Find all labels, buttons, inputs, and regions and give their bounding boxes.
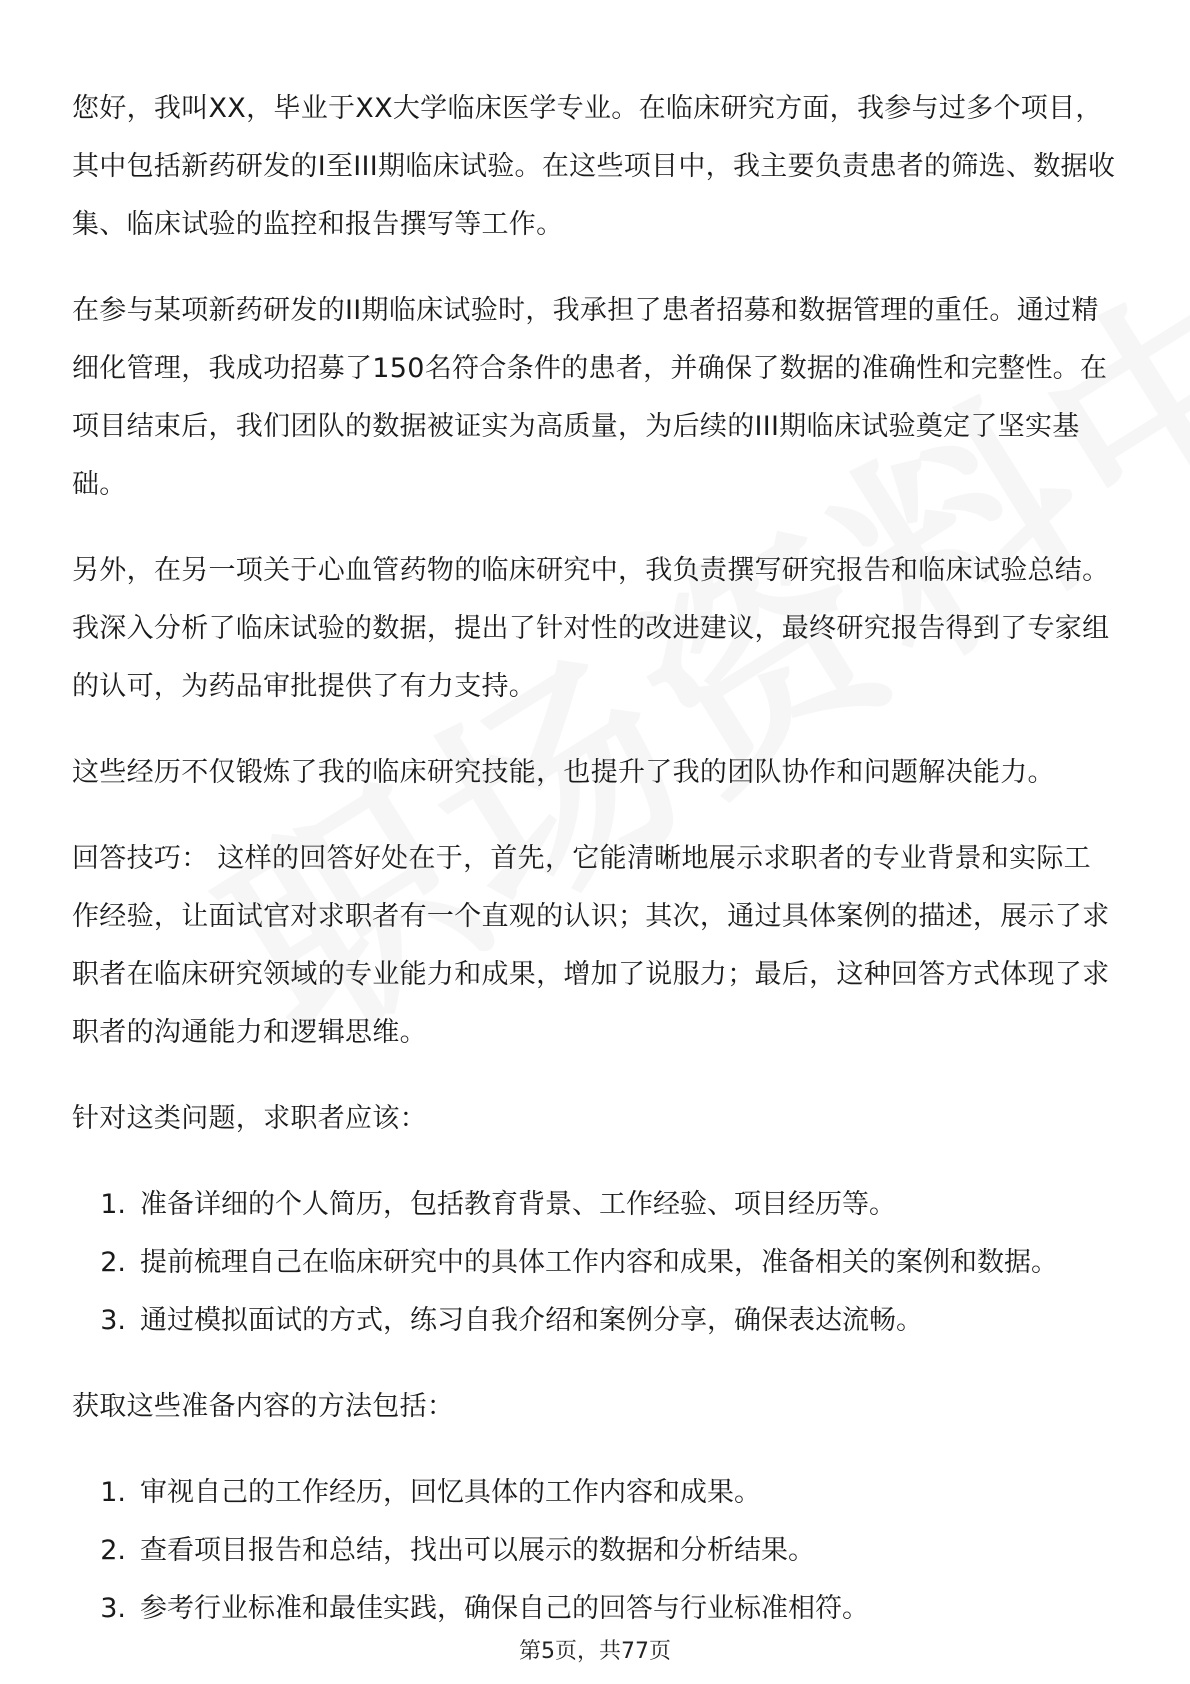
list-item [72,1292,1118,1350]
paragraph-cardio: 另外，在另一项关于心血管药物的临床研究中，我负责撰写研究报告和临床试验总结。我深入分析了临床试验的数据，提出了针对性的改进建议，最终研究报告得到了专家组的认可，为药品审批提供了有力支持。 [72,555,1110,702]
list-number: 3. [100,1305,126,1336]
paragraph-phase-ii: 在参与某项新药研发的II期临床试验时，我承担了患者招募和数据管理的重任。通过精细化管理，我成功招募了150名符合条件的患者，并确保了数据的准确性和完整性。在项目结束后，我们团队的数据被证实为高质量，为后续的III期临床试验奠定了坚实基础。 [72,295,1108,500]
list-text: 通过模拟面试的方式，练习自我介绍和案例分享，确保表达流畅。 [140,1305,923,1336]
list-number: 1. [100,1477,126,1508]
list-item [72,1580,1118,1638]
methods-list [72,1464,1118,1638]
paragraph-should-do: 针对这类问题，求职者应该： [72,1103,427,1134]
paragraph-answer-tips: 回答技巧： 这样的回答好处在于，首先，它能清晰地展示求职者的专业背景和实际工作经验，让面试官对求职者有一个直观的认识；其次，通过具体案例的描述，展示了求职者在临床研究领域的专业能力和成果，增加了说服力；最后，这种回答方式体现了求职者的沟通能力和逻辑思维。 [72,843,1110,1048]
prep-list [72,1176,1118,1350]
list-text: 准备详细的个人简历，包括教育背景、工作经验、项目经历等。 [140,1189,896,1220]
list-text: 提前梳理自己在临床研究中的具体工作内容和成果，准备相关的案例和数据。 [140,1247,1058,1278]
list-text: 查看项目报告和总结，找出可以展示的数据和分析结果。 [140,1535,815,1566]
list-text: 审视自己的工作经历，回忆具体的工作内容和成果。 [140,1477,761,1508]
list-item [72,1234,1118,1292]
page-number-footer: 第5页，共77页 [519,1639,671,1664]
list-number: 1. [100,1189,126,1220]
list-number: 3. [100,1593,126,1624]
list-number: 2. [100,1247,126,1278]
list-item [72,1176,1118,1234]
list-item [72,1522,1118,1580]
list-text: 参考行业标准和最佳实践，确保自己的回答与行业标准相符。 [140,1593,869,1624]
paragraph-methods: 获取这些准备内容的方法包括： [72,1391,455,1422]
document-body [72,80,1118,1666]
paragraph-intro: 您好，我叫XX，毕业于XX大学临床医学专业。在临床研究方面，我参与过多个项目，其中包括新药研发的I至III期临床试验。在这些项目中，我主要负责患者的筛选、数据收集、临床试验的监控和报告撰写等工作。 [72,93,1116,240]
paragraph-summary: 这些经历不仅锻炼了我的临床研究技能，也提升了我的团队协作和问题解决能力。 [72,757,1055,788]
list-number: 2. [100,1535,126,1566]
list-item [72,1464,1118,1522]
